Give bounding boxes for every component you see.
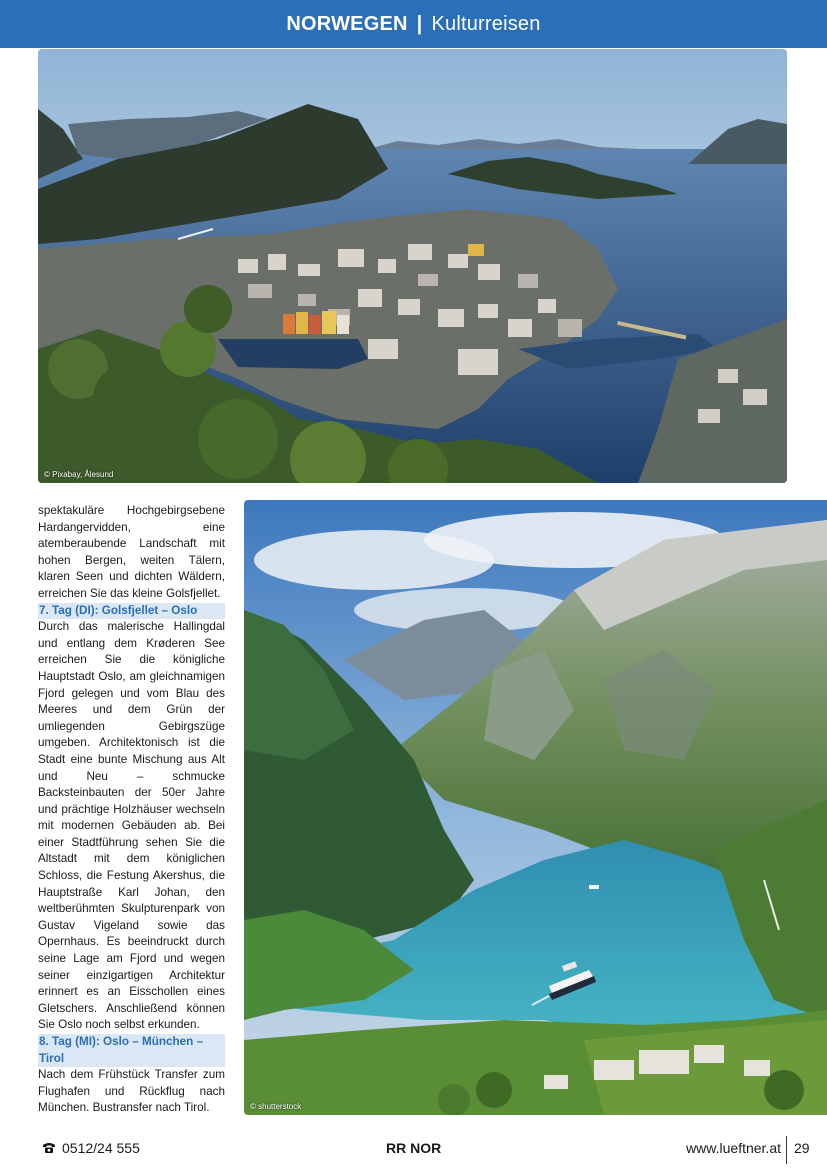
alesund-photo	[38, 49, 787, 483]
intro-paragraph: spektakuläre Hochgebirgsebene Hardangervidden, eine atemberaubende Landschaft mit hohen Bergen, weiten Tälern, klaren Seen und dichten Wäldern, erreichen Sie das kleine Golsfjellet.	[38, 504, 225, 600]
day-8-paragraph: Nach dem Frühstück Transfer zum Flughafen und Rückflug nach München. Bustransfer nach Tirol.	[38, 1068, 225, 1115]
geiranger-fjord-photo	[244, 500, 827, 1115]
page-footer	[0, 1136, 827, 1164]
tour-code: RR NOR	[386, 1140, 442, 1156]
photo-credit-right: © shutterstock	[250, 1102, 302, 1111]
page-header	[0, 0, 827, 48]
town-fjord-photo-icon	[38, 49, 787, 483]
footer-phone[interactable]	[42, 1140, 140, 1156]
photo-credit-top: © Pixabay, Ålesund	[44, 470, 114, 479]
page-number: 29	[794, 1140, 810, 1156]
phone-number: 0512/24 555	[62, 1140, 140, 1156]
header-separator: |	[416, 12, 423, 35]
website-link[interactable]: www.lueftner.at	[686, 1140, 781, 1156]
day-7-heading: 7. Tag (DI): Golsfjellet – Oslo	[38, 603, 225, 620]
itinerary-text-column	[38, 503, 225, 1117]
fjord-cruise-photo-icon	[244, 500, 827, 1115]
header-country: NORWEGEN	[286, 12, 408, 35]
footer-divider	[786, 1136, 787, 1164]
day-7-paragraph: Durch das malerische Hallingdal und entlang dem Krøderen See erreichen Sie die königliche Hauptstadt Oslo, am gleichnamigen Fjord gelegen und vom Blau des Meeres und dem Grün der umliegenden Gebirgszüge umgeben. Architektonisch ist die Stadt eine bunte Mischung aus Alt und Neu – schmucke Backsteinbauten der 50er Jahre und prächtige Holzhäuser wechseln mit modernen Gebäuden ab. Bei einer Stadtführung sehen Sie die Altstadt mit dem königlichen Schloss, die Festung Akershus, die Hauptstraße Karl Johan, den weltberühmten Skulpturenpark von Gustav Vigeland sowie das Opernhaus. Es beeindruckt durch seine Lage am Fjord und wegen seiner einzigartigen Architektur erinnert es an Eisschollen eines Gletschers. Anschließend können Sie Oslo noch selbst erkunden.	[38, 620, 225, 1032]
header-category: Kulturreisen	[431, 12, 541, 35]
phone-icon	[42, 1142, 56, 1154]
day-8-heading: 8. Tag (MI): Oslo – München – Tirol	[38, 1034, 225, 1067]
